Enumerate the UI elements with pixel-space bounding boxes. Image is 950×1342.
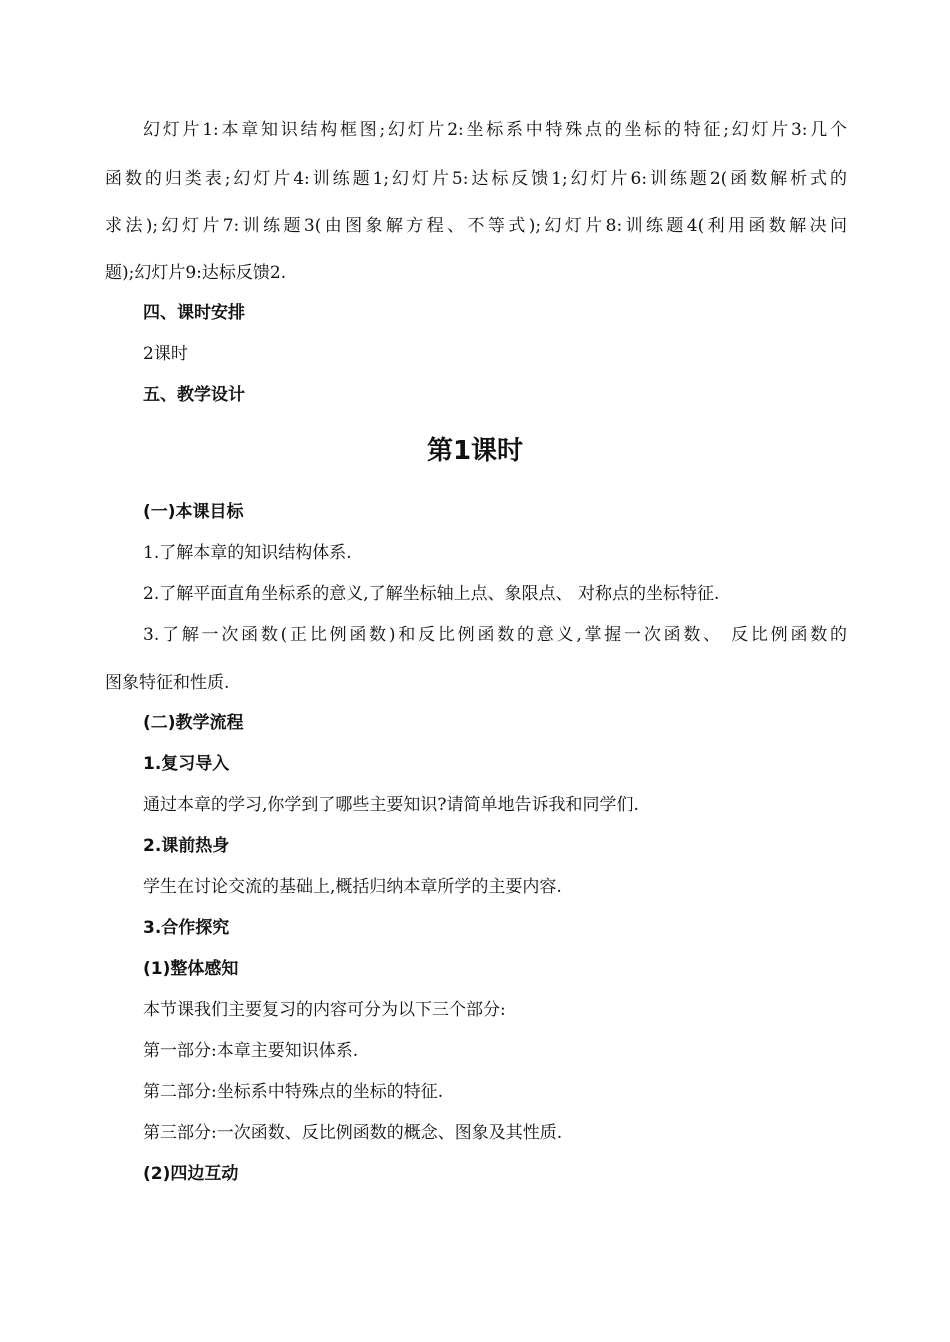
goal-item-2: 2.了解平面直角坐标系的意义,了解坐标轴上点、象限点、 对称点的坐标特征. xyxy=(143,584,720,604)
goal-item-3-line-2: 图象特征和性质. xyxy=(105,673,230,693)
goal-item-1: 1.了解本章的知识结构体系. xyxy=(143,543,352,563)
section-4-content: 2课时 xyxy=(143,344,188,364)
section-4-heading: 四、课时安排 xyxy=(143,303,245,323)
flow-heading: (二)教学流程 xyxy=(143,713,244,733)
step-2-heading: 2.课前热身 xyxy=(143,836,230,856)
lesson-title: 第1课时 xyxy=(426,436,524,466)
goal-item-3-line-1: 3.了解一次函数(正比例函数)和反比例函数的意义,掌握一次函数、 反比例函数的 xyxy=(143,625,847,645)
goals-heading: (一)本课目标 xyxy=(143,502,244,522)
part-1: 第一部分:本章主要知识体系. xyxy=(143,1041,359,1061)
step-3-heading: 3.合作探究 xyxy=(143,918,230,938)
intro-line-2: 函数的归类表;幻灯片4:训练题1;幻灯片5:达标反馈1;幻灯片6:训练题2(函数解析式的 xyxy=(105,169,847,189)
part-2: 第二部分:坐标系中特殊点的坐标的特征. xyxy=(143,1082,444,1102)
intro-line-1: 幻灯片1:本章知识结构框图;幻灯片2:坐标系中特殊点的坐标的特征;幻灯片3:几个 xyxy=(143,120,847,140)
intro-line-3: 求法);幻灯片7:训练题3(由图象解方程、不等式);幻灯片8:训练题4(利用函数解决问 xyxy=(105,216,847,236)
step-2-text: 学生在讨论交流的基础上,概括归纳本章所学的主要内容. xyxy=(143,877,562,897)
sub-1-heading: (1)整体感知 xyxy=(143,959,239,979)
section-5-heading: 五、教学设计 xyxy=(143,385,245,405)
step-1-heading: 1.复习导入 xyxy=(143,754,230,774)
sub-2-heading: (2)四边互动 xyxy=(143,1164,239,1184)
sub-1-intro: 本节课我们主要复习的内容可分为以下三个部分: xyxy=(143,1000,506,1020)
intro-line-4: 题);幻灯片9:达标反馈2. xyxy=(105,263,287,283)
part-3: 第三部分:一次函数、反比例函数的概念、图象及其性质. xyxy=(143,1123,563,1143)
step-1-text: 通过本章的学习,你学到了哪些主要知识?请简单地告诉我和同学们. xyxy=(143,795,639,815)
